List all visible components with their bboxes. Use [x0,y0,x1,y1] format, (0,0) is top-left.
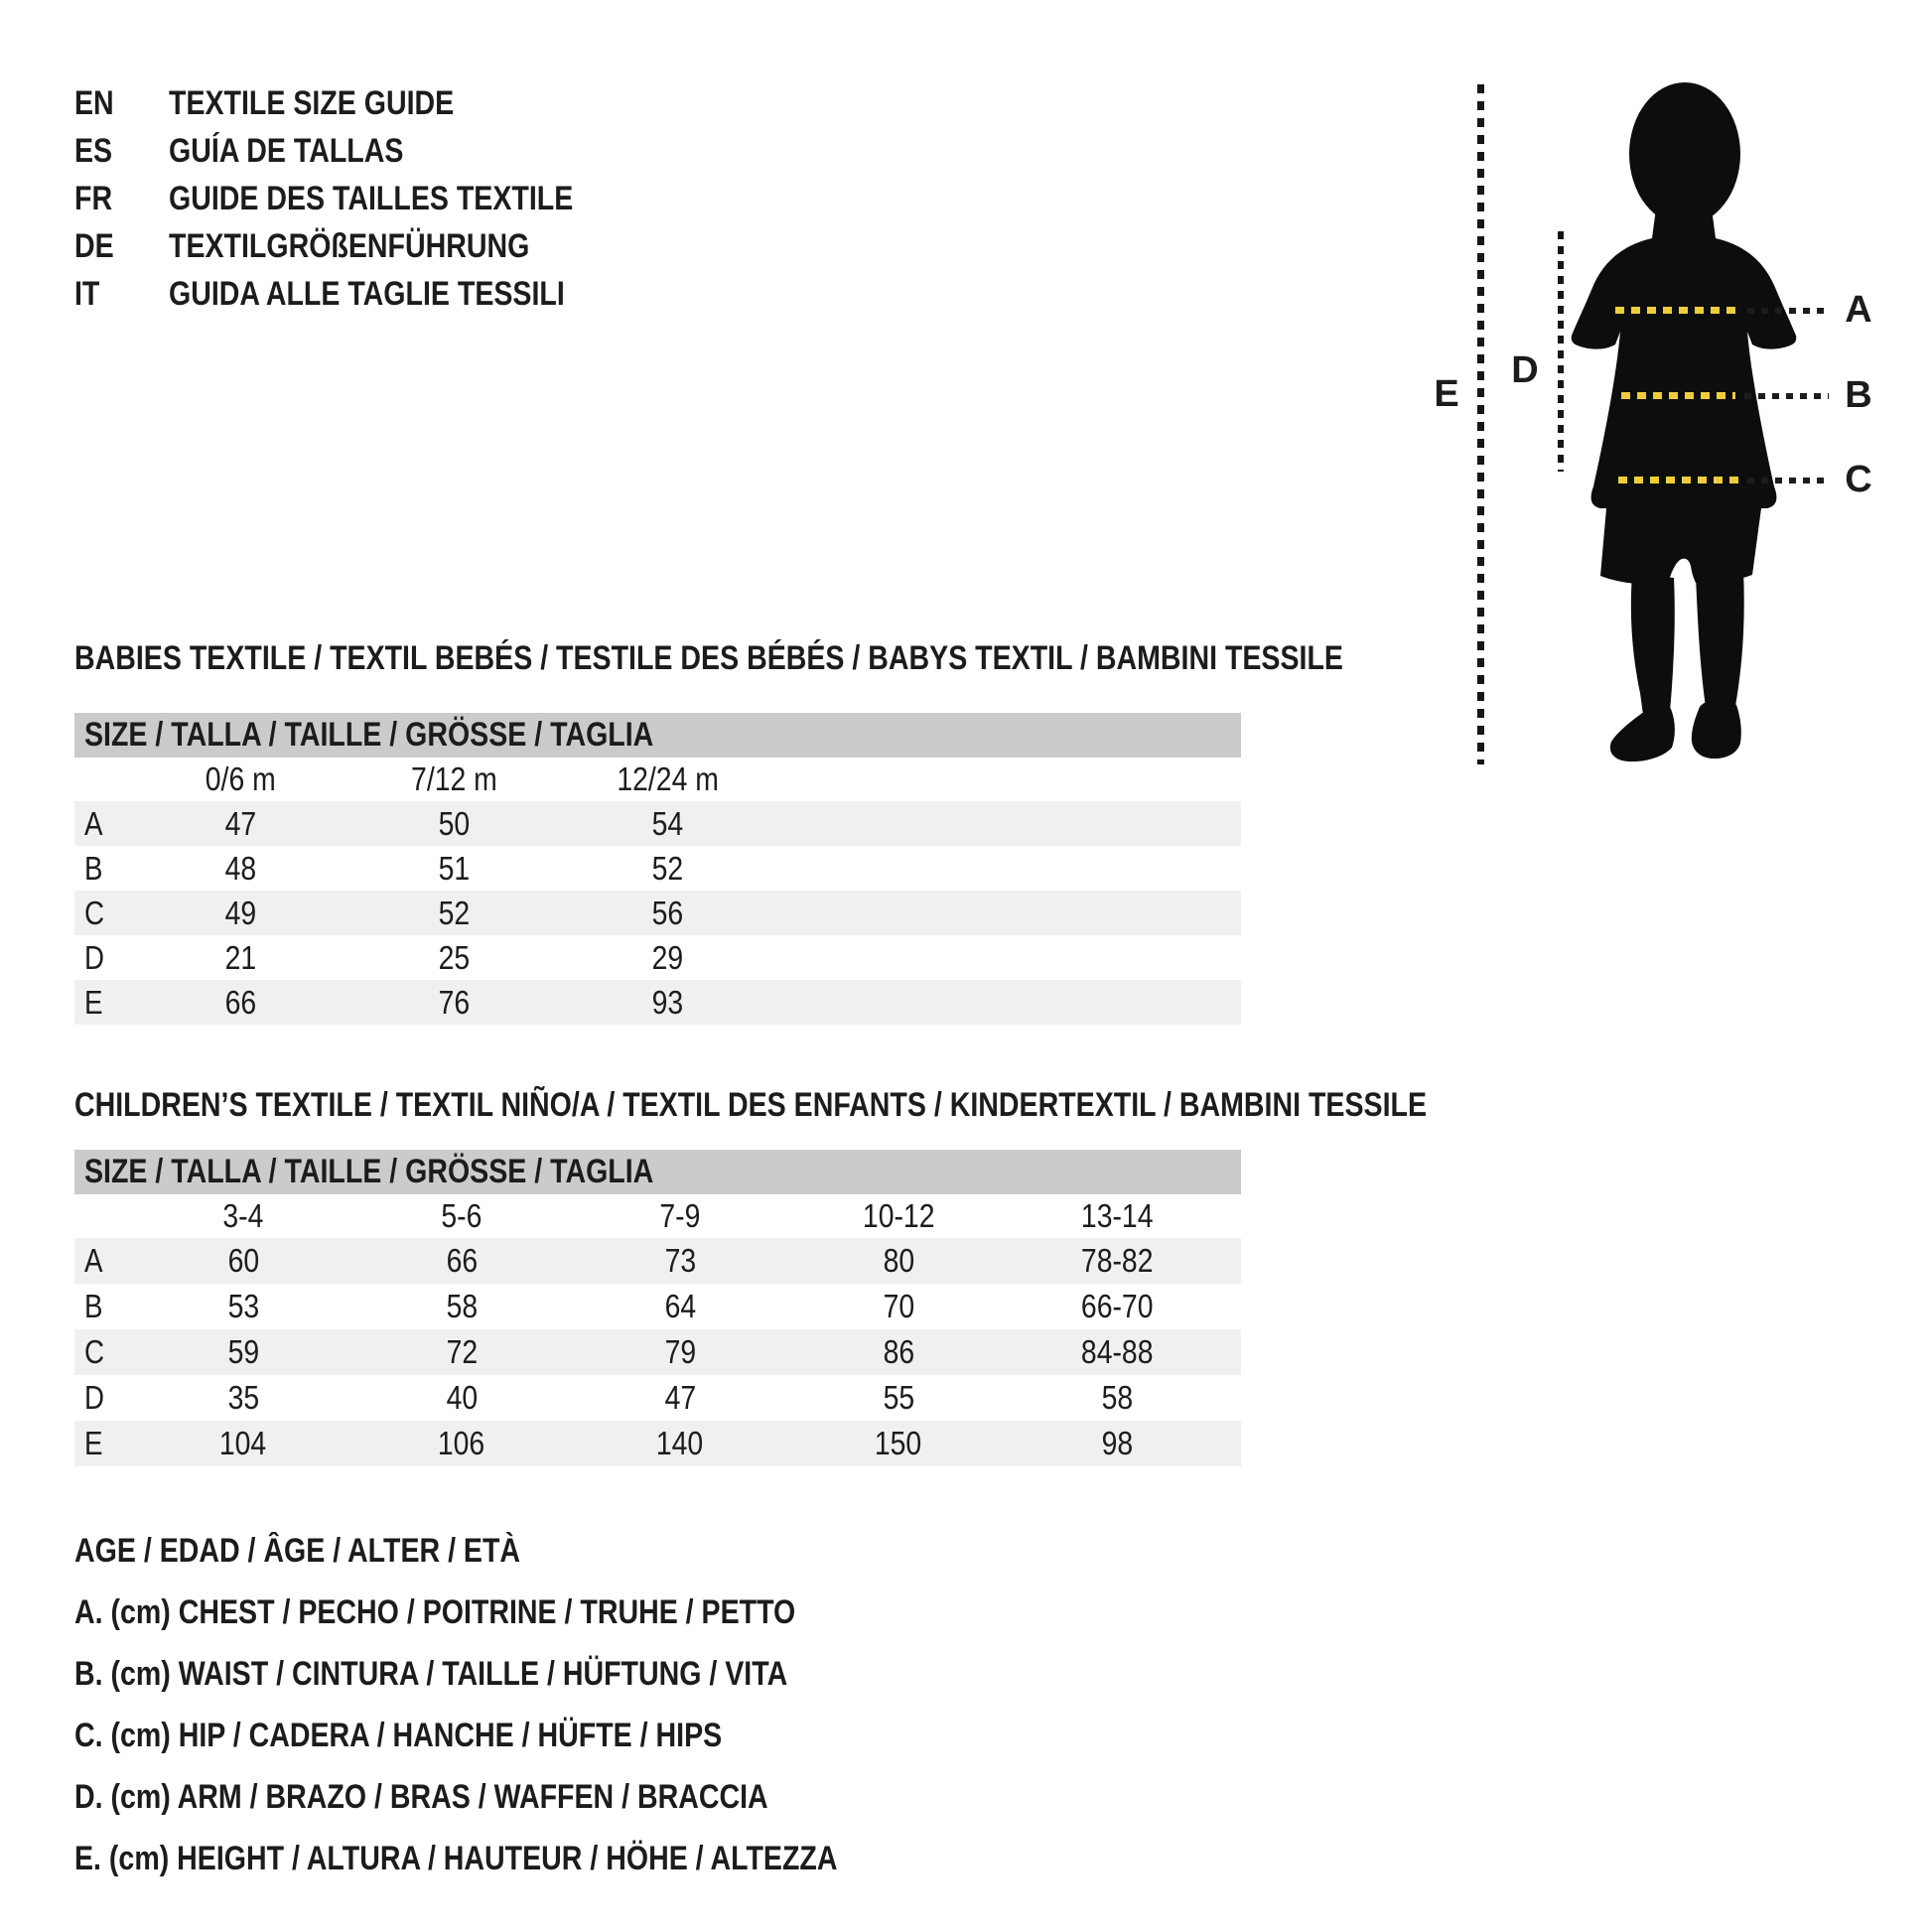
column-header: 13-14 [1080,1197,1154,1234]
table-cell: 76 [438,983,471,1021]
table-cell: 49 [224,894,257,931]
table-cell: 72 [446,1333,478,1370]
column-header: 7-9 [659,1197,701,1234]
table-cell: 55 [883,1379,914,1416]
table-cell: 66 [446,1242,478,1279]
table-cell: 54 [651,804,684,842]
table-row [74,801,1241,846]
language-list [74,79,650,318]
row-label: A [84,804,103,842]
figure-label-chest-a: A [1845,289,1872,331]
figure-label-hip-c: C [1845,459,1872,500]
table-cell: 40 [446,1379,478,1416]
legend-line-chest: A. (cm) CHEST / PECHO / POITRINE / TRUHE / PETTO [74,1592,796,1631]
language-code: EN [74,83,114,122]
row-label: D [84,1379,105,1416]
table-cell: 64 [664,1288,696,1324]
table-row [74,1329,1241,1375]
table-cell: 35 [227,1379,259,1416]
legend-line-hip: C. (cm) HIP / CADERA / HANCHE / HÜFTE / HIPS [74,1716,723,1754]
table-cell: 104 [219,1425,267,1461]
table-cell: 52 [438,894,471,931]
row-label: C [84,1333,105,1370]
table-cell: 50 [438,804,471,842]
table-cell: 66 [224,983,257,1021]
row-label: E [84,983,103,1021]
silhouette-right-leg [1696,570,1744,712]
row-label: D [84,938,105,976]
legend-line-height: E. (cm) HEIGHT / ALTURA / HAUTEUR / HÖHE / ALTEZZA [74,1839,838,1877]
language-code: IT [74,274,100,313]
waist-dotted-line-b-ext [1744,393,1829,399]
table-row [74,1284,1241,1329]
table-cell: 66-70 [1080,1288,1154,1324]
table-cell: 58 [446,1288,478,1324]
hip-dotted-line-c [1618,477,1742,483]
babies-size-table [74,713,1241,1025]
column-header: 0/6 m [205,760,276,797]
chest-dotted-line-a-ext [1747,308,1829,314]
children-section-heading: CHILDREN’S TEXTILE / TEXTIL NIÑO/A / TEXTIL DES ENFANTS / KINDERTEXTIL / BAMBINI TESSILE [74,1086,1428,1124]
table-cell: 140 [656,1425,704,1461]
language-code: FR [74,179,113,217]
language-title: GUIDA ALLE TAGLIE TESSILI [169,274,565,313]
language-row-it [74,270,650,318]
figure-label-height-e: E [1434,373,1459,415]
babies-section-heading: BABIES TEXTILE / TEXTIL BEBÉS / TESTILE DES BÉBÉS / BABYS TEXTIL / BAMBINI TESSILE [74,639,1343,677]
language-code: ES [74,131,113,170]
silhouette-left-leg [1631,574,1675,719]
measurement-legend [74,1520,983,1889]
language-title: TEXTILE SIZE GUIDE [169,83,455,122]
language-title: TEXTILGRÖßENFÜHRUNG [169,226,530,265]
legend-line-age: AGE / EDAD / ÂGE / ALTER / ETÀ [74,1531,521,1570]
column-header: 7/12 m [411,760,497,797]
table-cell: 79 [664,1333,696,1370]
language-row-en [74,79,650,127]
row-label: B [84,849,103,887]
language-row-es [74,127,650,175]
table-row [74,1375,1241,1421]
table-row [74,891,1241,935]
table-cell: 56 [651,894,684,931]
table-cell: 48 [224,849,257,887]
table-cell: 21 [224,938,257,976]
babies-size-band: SIZE / TALLA / TAILLE / GRÖSSE / TAGLIA [74,713,1241,758]
column-header: 5-6 [441,1197,483,1234]
table-cell: 93 [651,983,684,1021]
hip-dotted-line-c-ext [1747,478,1829,483]
figure-label-waist-b: B [1845,374,1872,416]
child-silhouette-figure [1559,79,1807,774]
table-cell: 59 [227,1333,259,1370]
language-code: DE [74,226,114,265]
silhouette-left-shoe [1610,703,1675,761]
table-cell: 47 [224,804,257,842]
table-cell: 73 [664,1242,696,1279]
table-cell: 47 [664,1379,696,1416]
column-header: 10-12 [862,1197,935,1234]
table-cell: 29 [651,938,684,976]
silhouette-right-shoe [1692,699,1741,759]
row-label: C [84,894,105,931]
chest-dotted-line-a [1615,307,1742,314]
language-row-fr [74,175,650,222]
table-cell: 58 [1101,1379,1133,1416]
table-cell: 51 [438,849,471,887]
row-label: E [84,1425,103,1461]
silhouette-head [1629,82,1740,225]
babies-column-header-row [74,758,1241,801]
children-column-header-row [74,1194,1241,1238]
table-cell: 60 [227,1242,259,1279]
table-cell: 80 [883,1242,914,1279]
table-cell: 98 [1101,1425,1133,1461]
legend-line-arm: D. (cm) ARM / BRAZO / BRAS / WAFFEN / BRACCIA [74,1777,768,1816]
table-row [74,980,1241,1025]
table-cell: 150 [875,1425,922,1461]
table-row [74,935,1241,980]
table-cell: 86 [883,1333,914,1370]
table-cell: 78-82 [1080,1242,1154,1279]
column-header: 3-4 [222,1197,264,1234]
row-label: B [84,1288,103,1324]
table-row [74,1238,1241,1284]
children-size-table [74,1150,1241,1466]
children-size-band: SIZE / TALLA / TAILLE / GRÖSSE / TAGLIA [74,1150,1241,1194]
column-header: 12/24 m [617,760,719,797]
table-cell: 25 [438,938,471,976]
row-label: A [84,1242,103,1279]
table-row [74,1421,1241,1466]
silhouette-shirt [1572,208,1797,508]
table-cell: 52 [651,849,684,887]
table-cell: 53 [227,1288,259,1324]
table-cell: 70 [883,1288,914,1324]
waist-dotted-line-b [1621,392,1735,399]
language-title: GUÍA DE TALLAS [169,131,404,170]
legend-line-waist: B. (cm) WAIST / CINTURA / TAILLE / HÜFTUNG / VITA [74,1654,788,1693]
language-row-de [74,222,650,270]
table-row [74,846,1241,891]
table-cell: 84-88 [1080,1333,1154,1370]
figure-label-arm-d: D [1511,349,1539,391]
table-cell: 106 [438,1425,485,1461]
language-title: GUIDE DES TAILLES TEXTILE [169,179,574,217]
